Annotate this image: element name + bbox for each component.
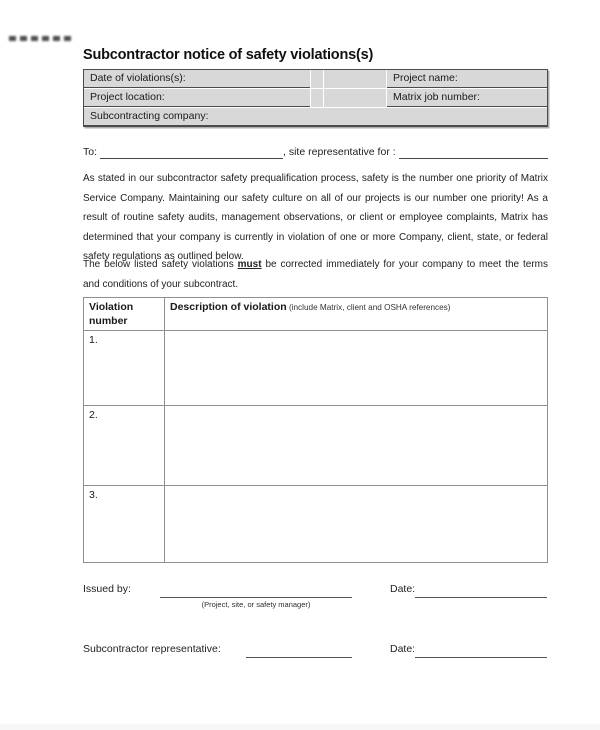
to-blank-line[interactable]	[100, 145, 283, 159]
field-date-of-violations[interactable]	[84, 70, 310, 88]
issued-by-signature-line[interactable]	[160, 584, 352, 598]
issued-date-label: Date:	[390, 583, 416, 595]
header-spacer-cell	[324, 89, 386, 107]
paragraph-requirement	[83, 255, 548, 294]
site-representative-blank-line[interactable]	[399, 145, 548, 159]
violations-table	[83, 297, 548, 563]
requirement-text-after: be corrected immediately for your company to meet the terms and conditions of your subcontract.	[83, 259, 548, 290]
field-project-name-label: Project name:	[393, 72, 458, 84]
violation-description-header	[165, 298, 548, 331]
to-label: To:	[83, 146, 98, 158]
redacted-logo-icon	[9, 36, 71, 41]
table-row	[84, 486, 548, 563]
field-matrix-job-number[interactable]	[387, 89, 547, 107]
violations-table-header-row	[84, 298, 548, 331]
issued-by-label: Issued by:	[83, 583, 131, 595]
table-row	[84, 406, 548, 486]
field-subcontracting-company[interactable]	[84, 108, 547, 125]
violation-number-cell: 1.	[84, 331, 165, 406]
rep-date-label: Date:	[390, 643, 416, 655]
subcontractor-representative-label: Subcontractor representative:	[83, 643, 221, 655]
page-title: Subcontractor notice of safety violations(s)	[83, 47, 374, 63]
violation-description-cell[interactable]	[165, 331, 548, 406]
header-spacer-cell	[324, 70, 386, 88]
violation-number-header: Violation number	[84, 298, 165, 331]
requirement-must-emphasis: must	[237, 259, 262, 270]
violation-number-cell: 2.	[84, 406, 165, 486]
page-bottom-edge	[0, 724, 600, 730]
header-spacer-cell	[311, 89, 323, 107]
field-project-name[interactable]	[387, 70, 547, 88]
field-project-location[interactable]	[84, 89, 310, 107]
issued-date-line[interactable]	[415, 584, 547, 598]
rep-date-line[interactable]	[415, 644, 547, 658]
violation-description-cell[interactable]	[165, 406, 548, 486]
field-project-location-label: Project location:	[90, 91, 165, 103]
subcontractor-representative-line[interactable]	[246, 644, 352, 658]
table-row	[84, 331, 548, 406]
paragraph-intro: As stated in our subcontractor safety prequalification process, safety is the number one priority of Matrix Service Company. Maintaining our safety culture on all of our projects is our number one priority! As a result of routine safety audits, management observations, or client or employee complaints, Matrix has determined that your company is currently in violation of one or more Company, client, state, or federal safety regulations as outlined below.	[83, 173, 548, 262]
violation-number-cell: 3.	[84, 486, 165, 563]
violation-description-cell[interactable]	[165, 486, 548, 563]
description-header-note: (include Matrix, client and OSHA references)	[286, 303, 451, 312]
field-date-of-violations-label: Date of violations(s):	[90, 72, 186, 84]
field-subcontracting-company-label: Subcontracting company:	[90, 110, 209, 122]
to-line	[83, 145, 548, 159]
description-header-bold: Description of violation	[170, 301, 287, 313]
issued-by-caption: (Project, site, or safety manager)	[201, 600, 311, 609]
site-representative-label: , site representative for :	[283, 146, 396, 158]
requirement-text-before: The below listed safety violations	[83, 259, 238, 270]
field-matrix-job-number-label: Matrix job number:	[393, 91, 480, 103]
header-spacer-cell	[311, 70, 323, 88]
header-fields-box	[83, 69, 548, 127]
